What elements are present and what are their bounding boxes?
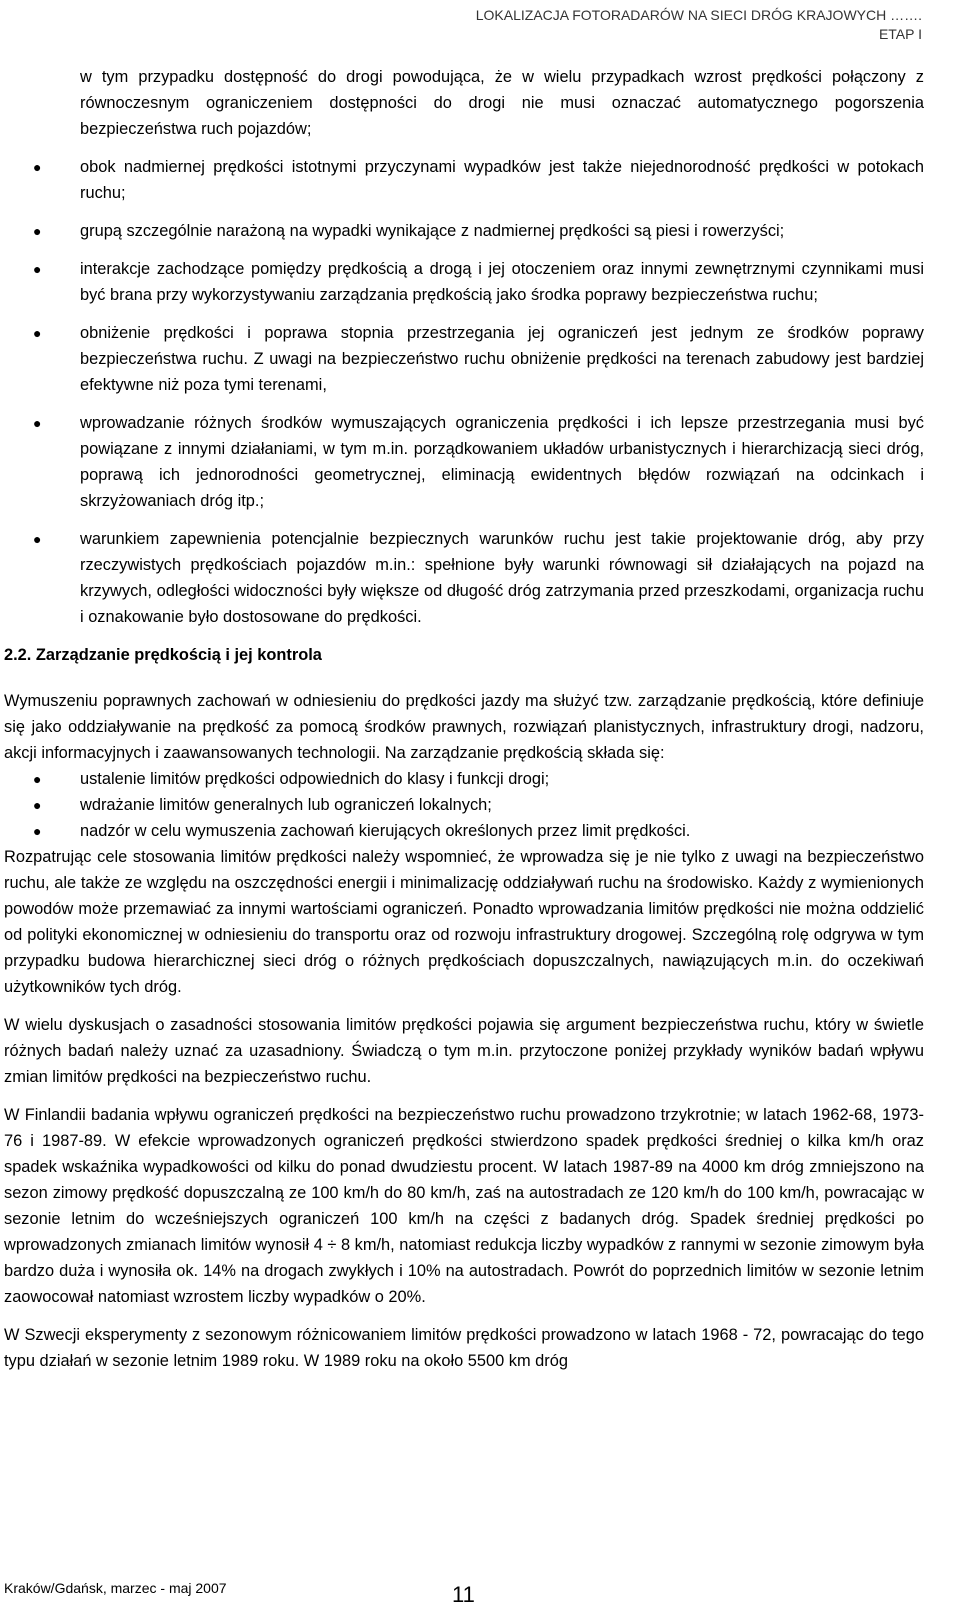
document-body <box>4 64 924 1374</box>
bullet-icon: ● <box>33 415 42 431</box>
bullet-icon: ● <box>33 159 42 175</box>
list-item: ● nadzór w celu wymuszenia zachowań kierujących określonych przez limit prędkości. <box>4 818 924 844</box>
bullet-icon: ● <box>33 223 42 239</box>
header-title: LOKALIZACJA FOTORADARÓW NA SIECI DRÓG KRAJOWYCH ……. <box>475 7 922 23</box>
bullet-icon: ● <box>33 771 42 787</box>
list-item: ● obok nadmiernej prędkości istotnymi przyczynami wypadków jest także niejednorodność prędkości w potokach ruchu; <box>4 154 924 206</box>
list-item: ● obniżenie prędkości i poprawa stopnia przestrzegania jej ograniczeń jest jednym ze środków poprawy bezpieczeństwa ruchu. Z uwagi na bezpieczeństwo ruchu obniżenie prędkości na terenach zabudowy jest bardziej efektywne niż poza tymi terenami, <box>4 320 924 398</box>
footer-location-date: Kraków/Gdańsk, marzec - maj 2007 <box>4 1580 227 1596</box>
page-header <box>322 6 922 44</box>
section-number: 2.2. <box>4 646 32 664</box>
intro-continuation: w tym przypadku dostępność do drogi powodująca, że w wielu przypadkach wzrost prędkości połączony z równoczesnym ograniczeniem dostępności do drogi nie musi oznaczać automatycznego pogorszenia bezpieczeństwa ruch pojazdów; <box>80 68 924 138</box>
list-item: ● interakcje zachodzące pomiędzy prędkością a drogą i jej otoczeniem oraz innymi zewnętrznymi czynnikami musi być brana przy wykorzystywaniu zarządzania prędkością jako środka poprawy bezpieczeństwa ruchu; <box>4 256 924 308</box>
paragraph-intro: Wymuszeniu poprawnych zachowań w odniesieniu do prędkości jazdy ma służyć tzw. zarządzanie prędkością, które definiuje się jako oddziaływanie na prędkość za pomocą środków prawnych, rozwiązań planistycznych, infrastruktury drogi, nadzoru, akcji informacyjnych i zaawansowanych technologii. Na zarządzanie prędkością składa się: <box>4 692 924 762</box>
bullet-list-speed-management <box>4 766 924 844</box>
list-item: ● warunkiem zapewnienia potencjalnie bezpiecznych warunków ruchu jest takie projektowanie dróg, aby przy rzeczywistych prędkościach pojazdów m.in.: spełnione były warunki równowagi sił działających na pojazd na krzywych, odległości widoczności były większe od długość dróg zatrzymania przed przeszkodami, organizacja ruchu i oznakowanie było dostosowane do prędkości. <box>4 526 924 630</box>
bullet-icon: ● <box>33 325 42 341</box>
list-item: ● grupą szczególnie narażoną na wypadki wynikające z nadmiernej prędkości są piesi i rowerzyści; <box>4 218 924 244</box>
section-heading <box>4 642 924 668</box>
paragraph: W wielu dyskusjach o zasadności stosowania limitów prędkości pojawia się argument bezpieczeństwa ruchu, który w świetle różnych badań należy uznać za uzasadniony. Świadczą o tym m.in. przytoczone poniżej przykłady wyników badań wpływu zmian limitów prędkości na bezpieczeństwo ruchu. <box>4 1016 924 1086</box>
header-subtitle: ETAP I <box>878 26 922 42</box>
bullet-list-speed-findings <box>4 154 924 630</box>
bullet-icon: ● <box>33 797 42 813</box>
section-title: Zarządzanie prędkością i jej kontrola <box>35 646 322 664</box>
list-item: ● wdrażanie limitów generalnych lub ograniczeń lokalnych; <box>4 792 924 818</box>
bullet-icon: ● <box>33 261 42 277</box>
bullet-icon: ● <box>33 531 42 547</box>
paragraph: Rozpatrując cele stosowania limitów prędkości należy wspomnieć, że wprowadza się je nie tylko z uwagi na bezpieczeństwo ruchu, ale także ze względu na oszczędności energii i minimalizację oddziaływań ruchu na środowisko. Każdy z wymienionych powodów może przemawiać za innymi wartościami ograniczeń. Ponadto wprowadzania limitów prędkości nie można oddzielić od polityki ekonomicznej w odniesieniu do transportu oraz od rozwoju infrastruktury drogowej. Szczególną rolę odgrywa w tym przypadku budowa hierarchicznej sieci dróg o różnych prędkościach dopuszczalnych, nawiązujących m.in. do oczekiwań użytkowników tych dróg. <box>4 848 924 996</box>
list-item: ● ustalenie limitów prędkości odpowiednich do klasy i funkcji drogi; <box>4 766 924 792</box>
paragraph: W Szwecji eksperymenty z sezonowym różnicowaniem limitów prędkości prowadzono w latach 1968 - 72, powracając do tego typu działań w sezonie letnim 1989 roku. W 1989 roku na około 5500 km dróg <box>4 1326 924 1370</box>
paragraph: W Finlandii badania wpływu ograniczeń prędkości na bezpieczeństwo ruchu prowadzono trzykrotnie; w latach 1962-68, 1973-76 i 1987-89. W efekcie wprowadzonych ograniczeń prędkości stwierdzono spadek prędkości średniej o kilka km/h oraz spadek wskaźnika wypadkowości od kilku do ponad dwudziestu procent. W latach 1987-89 na 4000 km dróg zmniejszono na sezon zimowy prędkość dopuszczalną ze 100 km/h do 80 km/h, zaś na autostradach ze 120 km/h do 100 km/h, powracając w sezonie letnim do wcześniejszych ograniczeń 100 km/h na części z badanych dróg. Spadek średniej prędkości po wprowadzonych zmianach limitów wynosił 4 ÷ 8 km/h, natomiast redukcja liczby wypadków z rannymi w sezonie zimowym była bardzo duża i wynosiła ok. 14% na drogach zwykłych i 10% na autostradach. Powrót do poprzednich limitów w sezonie letnim zaowocował natomiast wzrostem liczby wypadków o 20%. <box>4 1106 924 1306</box>
page-number: 11 <box>452 1582 475 1607</box>
bullet-icon: ● <box>33 823 42 839</box>
list-item: ● wprowadzanie różnych środków wymuszających ograniczenia prędkości i ich lepsze przestrzegania musi być powiązane z innymi działaniami, w tym m.in. porządkowaniem układów urbanistycznych i hierarchizacją sieci dróg, poprawą ich jednorodności geometrycznej, eliminacją ewidentnych błędów rozwiązań na odcinkach i skrzyżowaniach dróg itp.; <box>4 410 924 514</box>
